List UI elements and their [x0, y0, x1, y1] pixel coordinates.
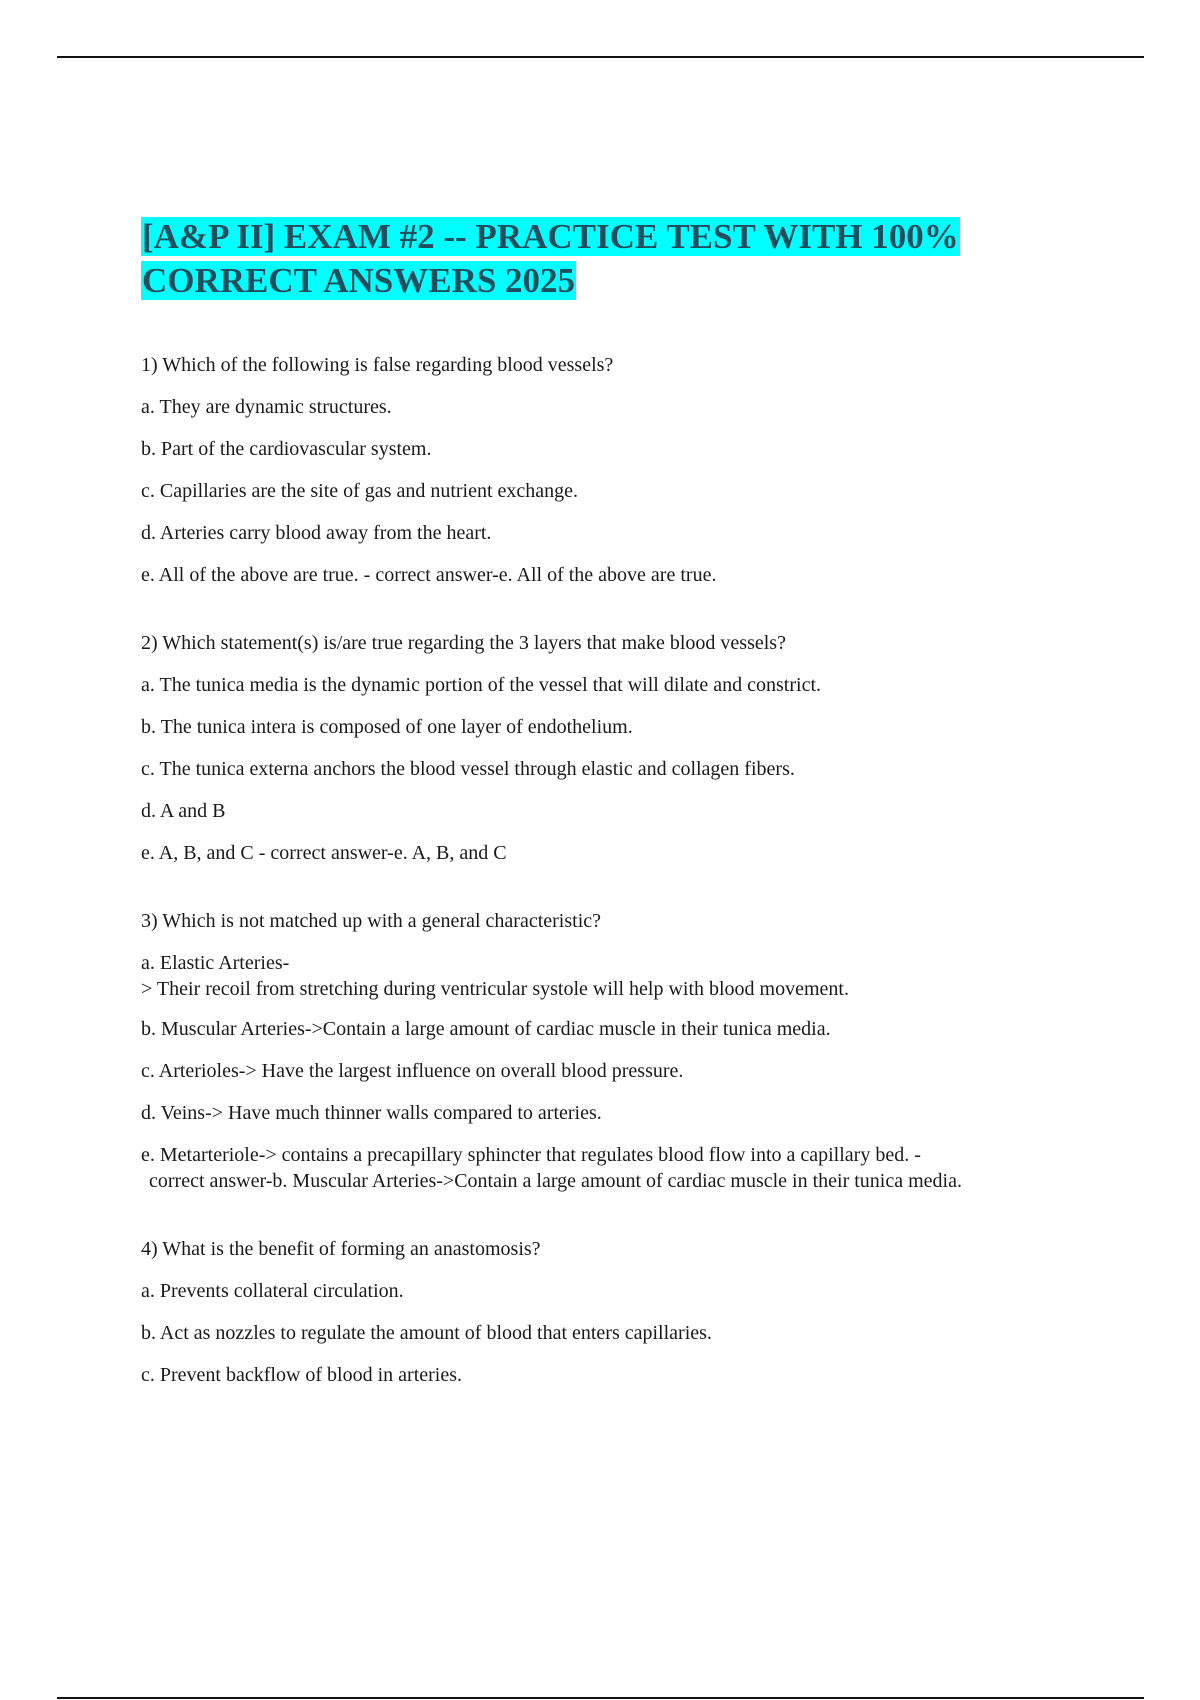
- option-e-with-answer: [141, 1142, 1081, 1194]
- question-text: 1) Which of the following is false regarding blood vessels?: [141, 354, 614, 376]
- option-a: [141, 950, 1081, 1002]
- option-d: d. A and B: [141, 800, 226, 822]
- option-c: c. Capillaries are the site of gas and nutrient exchange.: [141, 480, 579, 502]
- option-a-line-2: > Their recoil from stretching during ventricular systole will help with blood movement.: [141, 978, 849, 1000]
- option-c: c. The tunica externa anchors the blood vessel through elastic and collagen fibers.: [141, 758, 795, 780]
- title-line-2: CORRECT ANSWERS 2025: [142, 261, 576, 300]
- question-text: 3) Which is not matched up with a general characteristic?: [141, 910, 601, 932]
- option-e-line-1: e. Metarteriole-> contains a precapillary sphincter that regulates blood flow into a capillary bed. -: [141, 1144, 921, 1166]
- question-4: [141, 1236, 1081, 1388]
- option-e-with-answer: e. All of the above are true. - correct answer-e. All of the above are true.: [141, 564, 717, 586]
- question-2: [141, 630, 1081, 866]
- top-rule: [57, 56, 1144, 58]
- option-b: b. Act as nozzles to regulate the amount of blood that enters capillaries.: [141, 1322, 712, 1344]
- option-a: a. They are dynamic structures.: [141, 396, 392, 418]
- question-text: 4) What is the benefit of forming an anastomosis?: [141, 1238, 541, 1260]
- document-title: [141, 215, 1081, 303]
- option-d: d. Arteries carry blood away from the heart.: [141, 522, 492, 544]
- option-d: d. Veins-> Have much thinner walls compared to arteries.: [141, 1102, 602, 1124]
- option-c: c. Prevent backflow of blood in arteries.: [141, 1364, 463, 1386]
- option-b: b. Muscular Arteries->Contain a large amount of cardiac muscle in their tunica media.: [141, 1018, 831, 1040]
- question-text: 2) Which statement(s) is/are true regarding the 3 layers that make blood vessels?: [141, 632, 786, 654]
- option-b: b. Part of the cardiovascular system.: [141, 438, 432, 460]
- bottom-rule: [57, 1697, 1144, 1699]
- question-list: [141, 352, 1081, 1430]
- option-e-with-answer: e. A, B, and C - correct answer-e. A, B, and C: [141, 842, 507, 864]
- question-3: [141, 908, 1081, 1194]
- option-a: a. Prevents collateral circulation.: [141, 1280, 404, 1302]
- option-a: a. The tunica media is the dynamic portion of the vessel that will dilate and constrict.: [141, 674, 821, 696]
- option-a-line-1: a. Elastic Arteries-: [141, 952, 290, 974]
- title-line-1: [A&P II] EXAM #2 -- PRACTICE TEST WITH 100%: [142, 217, 959, 256]
- option-e-line-2: correct answer-b. Muscular Arteries->Contain a large amount of cardiac muscle in their tunica media.: [149, 1170, 962, 1192]
- question-1: [141, 352, 1081, 588]
- option-b: b. The tunica intera is composed of one layer of endothelium.: [141, 716, 633, 738]
- option-c: c. Arterioles-> Have the largest influence on overall blood pressure.: [141, 1060, 684, 1082]
